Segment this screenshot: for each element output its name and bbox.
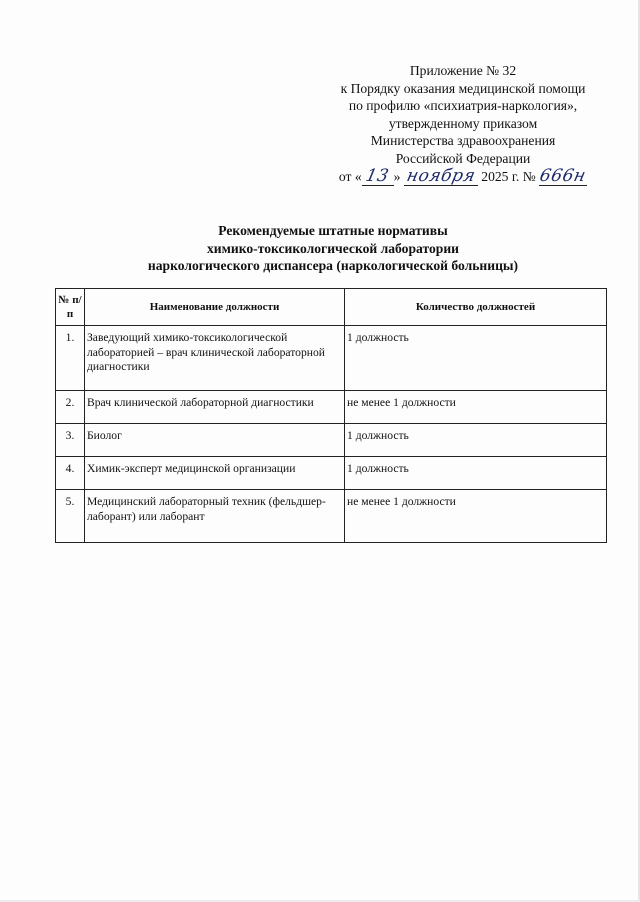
date-month-field [404,165,478,186]
position-quantity: не менее 1 должности [345,490,607,543]
position-quantity: 1 должность [345,326,607,391]
order-date-line [318,165,608,186]
handwritten-order-number: 666н [538,165,589,186]
title-line: Рекомендуемые штатные нормативы [218,223,448,238]
date-year: 2025 г. № [481,168,536,184]
position-quantity: не менее 1 должности [345,391,607,424]
order-number-field [538,165,589,186]
appendix-ref-line: к Порядку оказания медицинской помощи [340,80,586,96]
appendix-number: Приложение № 32 [409,63,517,78]
appendix-ref-line: по профилю «психиатрия-наркология», [348,98,578,114]
appendix-header [318,62,608,186]
position-name: Врач клинической лабораторной диагностики [85,391,345,424]
row-number: 5. [56,490,85,543]
position-quantity: 1 должность [345,457,607,490]
position-quantity: 1 должность [345,424,607,457]
title-line: химико-токсикологической лаборатории [207,240,459,256]
document-title [60,222,606,275]
position-name: Химик-эксперт медицинской организации [85,457,345,490]
table-row [56,391,607,424]
table-header-row [56,289,607,326]
table-row [56,457,607,490]
position-name: Заведующий химико-токсикологической лабораторией – врач клинической лабораторной диагностики [85,326,345,391]
staffing-table [55,288,607,543]
row-number: 3. [56,424,85,457]
table-row [56,326,607,391]
position-name: Медицинский лабораторный техник (фельдшер-лаборант) или лаборант [85,490,345,543]
col-header-position: Наименование должности [85,289,345,326]
appendix-ref-line: Российской Федерации [395,150,531,166]
row-number: 2. [56,391,85,424]
date-day-field [362,165,394,186]
date-mid: » [393,168,401,184]
col-header-quantity: Количество должностей [345,289,607,326]
appendix-ref-line: Министерства здравоохранения [370,133,556,149]
row-number: 1. [56,326,85,391]
position-name: Биолог [85,424,345,457]
table-row [56,424,607,457]
title-line: наркологического диспансера (наркологической больницы) [147,258,519,273]
col-header-number: № п/п [56,289,85,326]
row-number: 4. [56,457,85,490]
handwritten-month: ноября [404,165,478,186]
date-prefix: от « [338,168,362,184]
table-row [56,490,607,543]
appendix-ref-line: утвержденному приказом [388,115,538,131]
handwritten-day: 13 [364,165,392,186]
